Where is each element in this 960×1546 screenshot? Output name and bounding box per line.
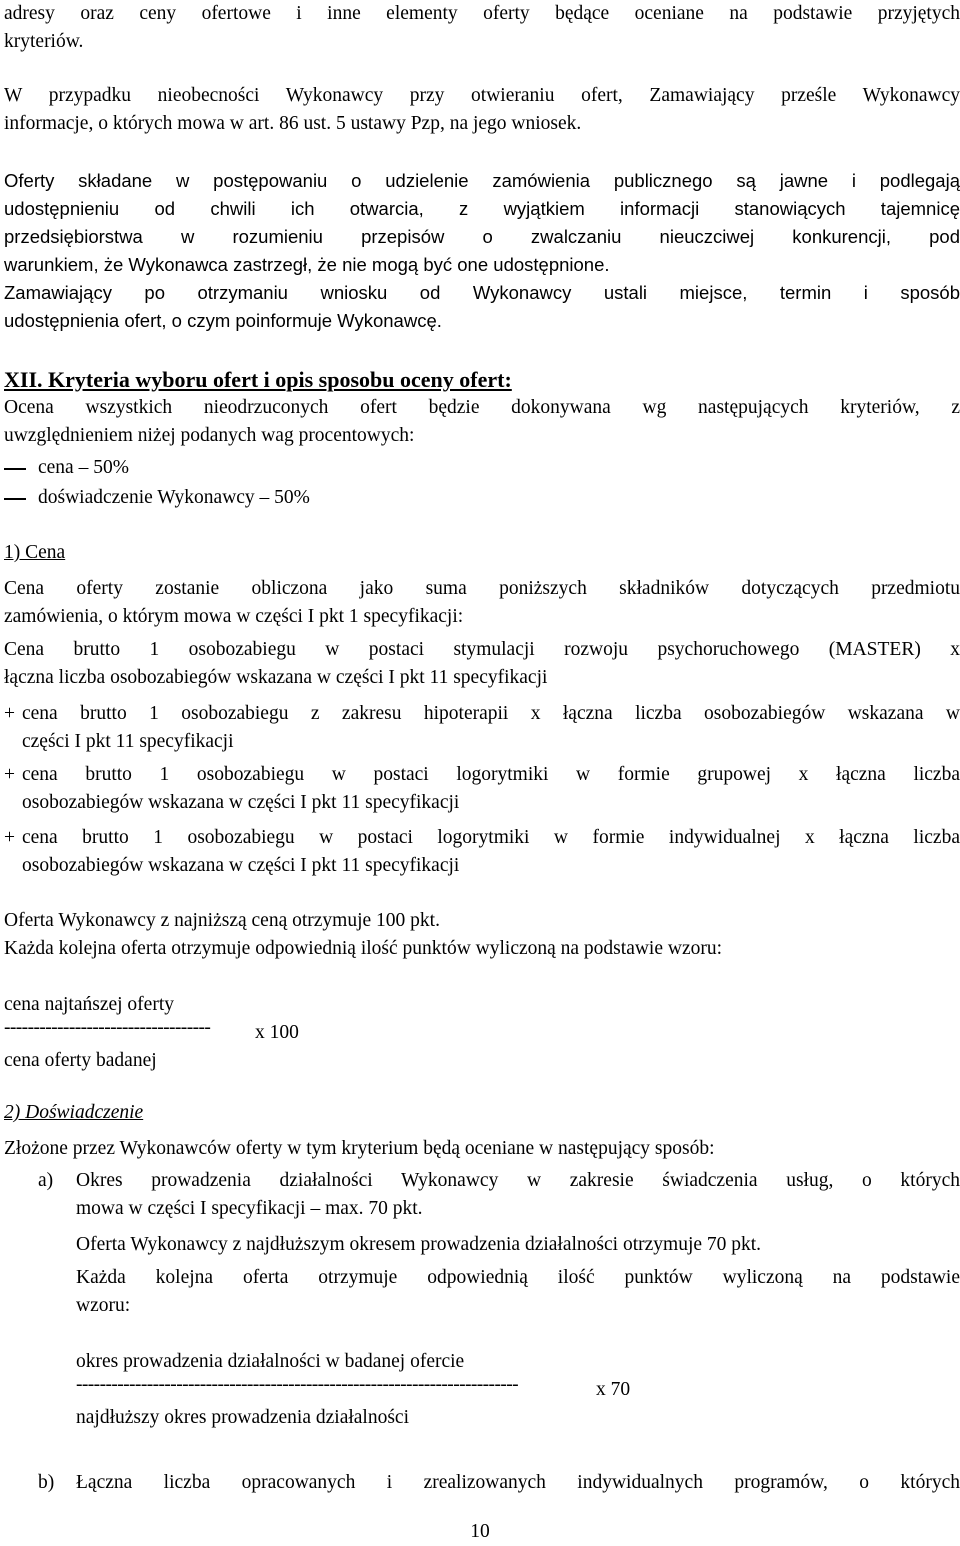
paragraph-line: mowa w części I specyfikacji – max. 70 pkt. (76, 1198, 423, 1219)
paragraph-line: cena brutto 1 osobozabiegu w postaci logorytmiki w formie grupowej x łączna liczba (22, 764, 960, 785)
paragraph-line: Cena oferty zostanie obliczona jako suma poniższych składników dotyczących przedmiotu (4, 578, 960, 599)
paragraph-line: cena brutto 1 osobozabiegu z zakresu hipoterapii x łączna liczba osobozabiegów wskazana w (22, 703, 960, 724)
paragraph-line: wzoru: (76, 1295, 131, 1316)
paragraph-line: Oferta Wykonawcy z najniższą ceną otrzymuje 100 pkt. (4, 910, 440, 931)
plus-sign: + (4, 703, 15, 724)
paragraph-line: uwzględnieniem niżej podanych wag procentowych: (4, 425, 415, 446)
formula-multiplier: x 100 (255, 1022, 299, 1043)
paragraph-line: Okres prowadzenia działalności Wykonawcy w zakresie świadczenia usług, o których (76, 1170, 960, 1191)
criterion-item: cena – 50% (4, 454, 129, 482)
paragraph-line: osobozabiegów wskazana w części I pkt 11 specyfikacji (22, 855, 460, 876)
subsection-title: 2) Doświadczenie (4, 1102, 144, 1123)
formula-denominator: najdłuższy okres prowadzenia działalności (76, 1407, 409, 1428)
paragraph-line: Łączna liczba opracowanych i zrealizowanych indywidualnych programów, o których (76, 1472, 960, 1493)
dash-bullet (4, 468, 26, 470)
formula-fraction-line: ----------------------------------- (4, 1017, 211, 1038)
paragraph-line: Zamawiający po otrzymaniu wniosku od Wykonawcy ustali miejsce, termin i sposób (4, 282, 960, 303)
formula-numerator: cena najtańszej oferty (4, 994, 174, 1015)
formula-fraction-line: --------------------------------------------------------------------------- (76, 1374, 519, 1395)
paragraph-line: łączna liczba osobozabiegów wskazana w części I pkt 11 specyfikacji (4, 667, 548, 688)
paragraph-line: Każda kolejna oferta otrzymuje odpowiednią ilość punktów wyliczoną na podstawie wzoru: (4, 938, 723, 959)
list-label: b) (38, 1472, 55, 1493)
section-heading: XII. Kryteria wyboru ofert i opis sposobu oceny ofert: (4, 367, 512, 392)
paragraph-line: Oferta Wykonawcy z najdłuższym okresem prowadzenia działalności otrzymuje 70 pkt. (76, 1234, 762, 1255)
plus-sign: + (4, 764, 15, 785)
paragraph-line: Każda kolejna oferta otrzymuje odpowiednią ilość punktów wyliczoną na podstawie (76, 1267, 960, 1288)
formula-multiplier: x 70 (596, 1379, 631, 1400)
paragraph-line: informacje, o których mowa w art. 86 ust. 5 ustawy Pzp, na jego wniosek. (4, 113, 582, 134)
paragraph-line: udostępnienia ofert, o czym poinformuje Wykonawcę. (4, 310, 442, 331)
paragraph-line: Ocena wszystkich nieodrzuconych ofert będzie dokonywana wg następujących kryteriów, z (4, 397, 960, 418)
criterion-item: doświadczenie Wykonawcy – 50% (4, 484, 310, 512)
subsection-title: 1) Cena (4, 542, 66, 563)
paragraph-line: części I pkt 11 specyfikacji (22, 731, 234, 752)
paragraph-line: W przypadku nieobecności Wykonawcy przy otwieraniu ofert, Zamawiający prześle Wykonawcy (4, 85, 960, 106)
paragraph-line: adresy oraz ceny ofertowe i inne elementy oferty będące oceniane na podstawie przyjętych (4, 3, 960, 24)
list-label: a) (38, 1170, 54, 1191)
paragraph-line: zamówienia, o którym mowa w części I pkt 1 specyfikacji: (4, 606, 464, 627)
paragraph-line: osobozabiegów wskazana w części I pkt 11 specyfikacji (22, 792, 460, 813)
paragraph-line: cena brutto 1 osobozabiegu w postaci logorytmiki w formie indywidualnej x łączna liczba (22, 827, 960, 848)
formula-numerator: okres prowadzenia działalności w badanej ofercie (76, 1351, 465, 1372)
paragraph-line: Oferty składane w postępowaniu o udzielenie zamówienia publicznego są jawne i podlegają (4, 170, 960, 191)
paragraph-line: kryteriów. (4, 31, 84, 52)
paragraph-line: udostępnieniu od chwili ich otwarcia, z wyjątkiem informacji stanowiących tajemnicę (4, 198, 960, 219)
paragraph-line: warunkiem, że Wykonawca zastrzegł, że nie mogą być one udostępnione. (4, 254, 610, 275)
dash-bullet (4, 498, 26, 500)
paragraph-line: Złożone przez Wykonawców oferty w tym kryterium będą oceniane w następujący sposób: (4, 1138, 715, 1159)
paragraph-line: przedsiębiorstwa w rozumieniu przepisów o zwalczaniu nieuczciwej konkurencji, pod (4, 226, 960, 247)
paragraph-line: Cena brutto 1 osobozabiegu w postaci stymulacji rozwoju psychoruchowego (MASTER) x (4, 639, 960, 660)
page-number: 10 (470, 1521, 490, 1542)
plus-sign: + (4, 827, 15, 848)
formula-denominator: cena oferty badanej (4, 1050, 157, 1071)
